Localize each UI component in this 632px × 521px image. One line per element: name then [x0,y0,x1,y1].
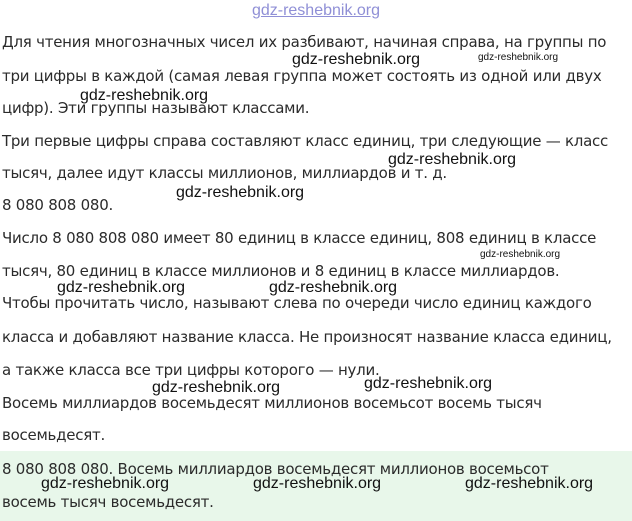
paragraph-4-line-2: восемьдесят. [2,426,106,444]
paragraph-3-line-5: а также класса все три цифры которого — нули. [2,361,380,379]
paragraph-3-line-2: тысяч, 80 единиц в классе миллионов и 8 единиц в классе миллиардов. [2,262,560,280]
watermark: gdz-reshebnik.org [269,279,398,296]
watermark: gdz-reshebnik.org [41,475,170,492]
paragraph-1-line-2: три цифры в каждой (самая левая группа может состоять из одной или двух [2,67,602,85]
site-header-link[interactable]: gdz-reshebnik.org [251,2,381,19]
watermark: gdz-reshebnik.org [152,379,281,396]
answer-line-1: 8 080 808 080. Восемь миллиардов восемьдесят миллионов восемьсот [2,460,549,478]
watermark: gdz-reshebnik.org [57,279,186,296]
watermark: gdz-reshebnik.org [176,184,305,201]
answer-line-2: восемь тысяч восемьдесят. [2,493,214,511]
watermark: gdz-reshebnik.org [478,52,559,63]
watermark: gdz-reshebnik.org [388,151,517,168]
paragraph-3-line-1: Число 8 080 808 080 имеет 80 единиц в классе единиц, 808 единиц в классе [2,229,597,247]
watermark: gdz-reshebnik.org [80,87,209,104]
watermark: gdz-reshebnik.org [465,475,594,492]
paragraph-4-line-1: Восемь миллиардов восемьдесят миллионов восемьсот восемь тысяч [2,394,542,412]
number-line: 8 080 808 080. [2,196,114,214]
watermark: gdz-reshebnik.org [292,51,421,68]
watermark: gdz-reshebnik.org [480,249,561,260]
paragraph-2-line-2: тысяч, далее идут классы миллионов, миллиардов и т. д. [2,164,447,182]
paragraph-3-line-3: Чтобы прочитать число, называют слева по очереди число единиц каждого [2,294,592,312]
watermark: gdz-reshebnik.org [364,375,493,392]
paragraph-3-line-4: класса и добавляют название класса. Не произносят название класса единиц, [2,328,612,346]
paragraph-2-line-1: Три первые цифры справа составляют класс единиц, три следующие — класс [2,132,609,150]
paragraph-1-line-1: Для чтения многозначных чисел их разбивают, начиная справа, на группы по [2,33,607,51]
watermark: gdz-reshebnik.org [253,475,382,492]
paragraph-1-line-3: цифр). Эти группы называют классами. [2,99,310,117]
